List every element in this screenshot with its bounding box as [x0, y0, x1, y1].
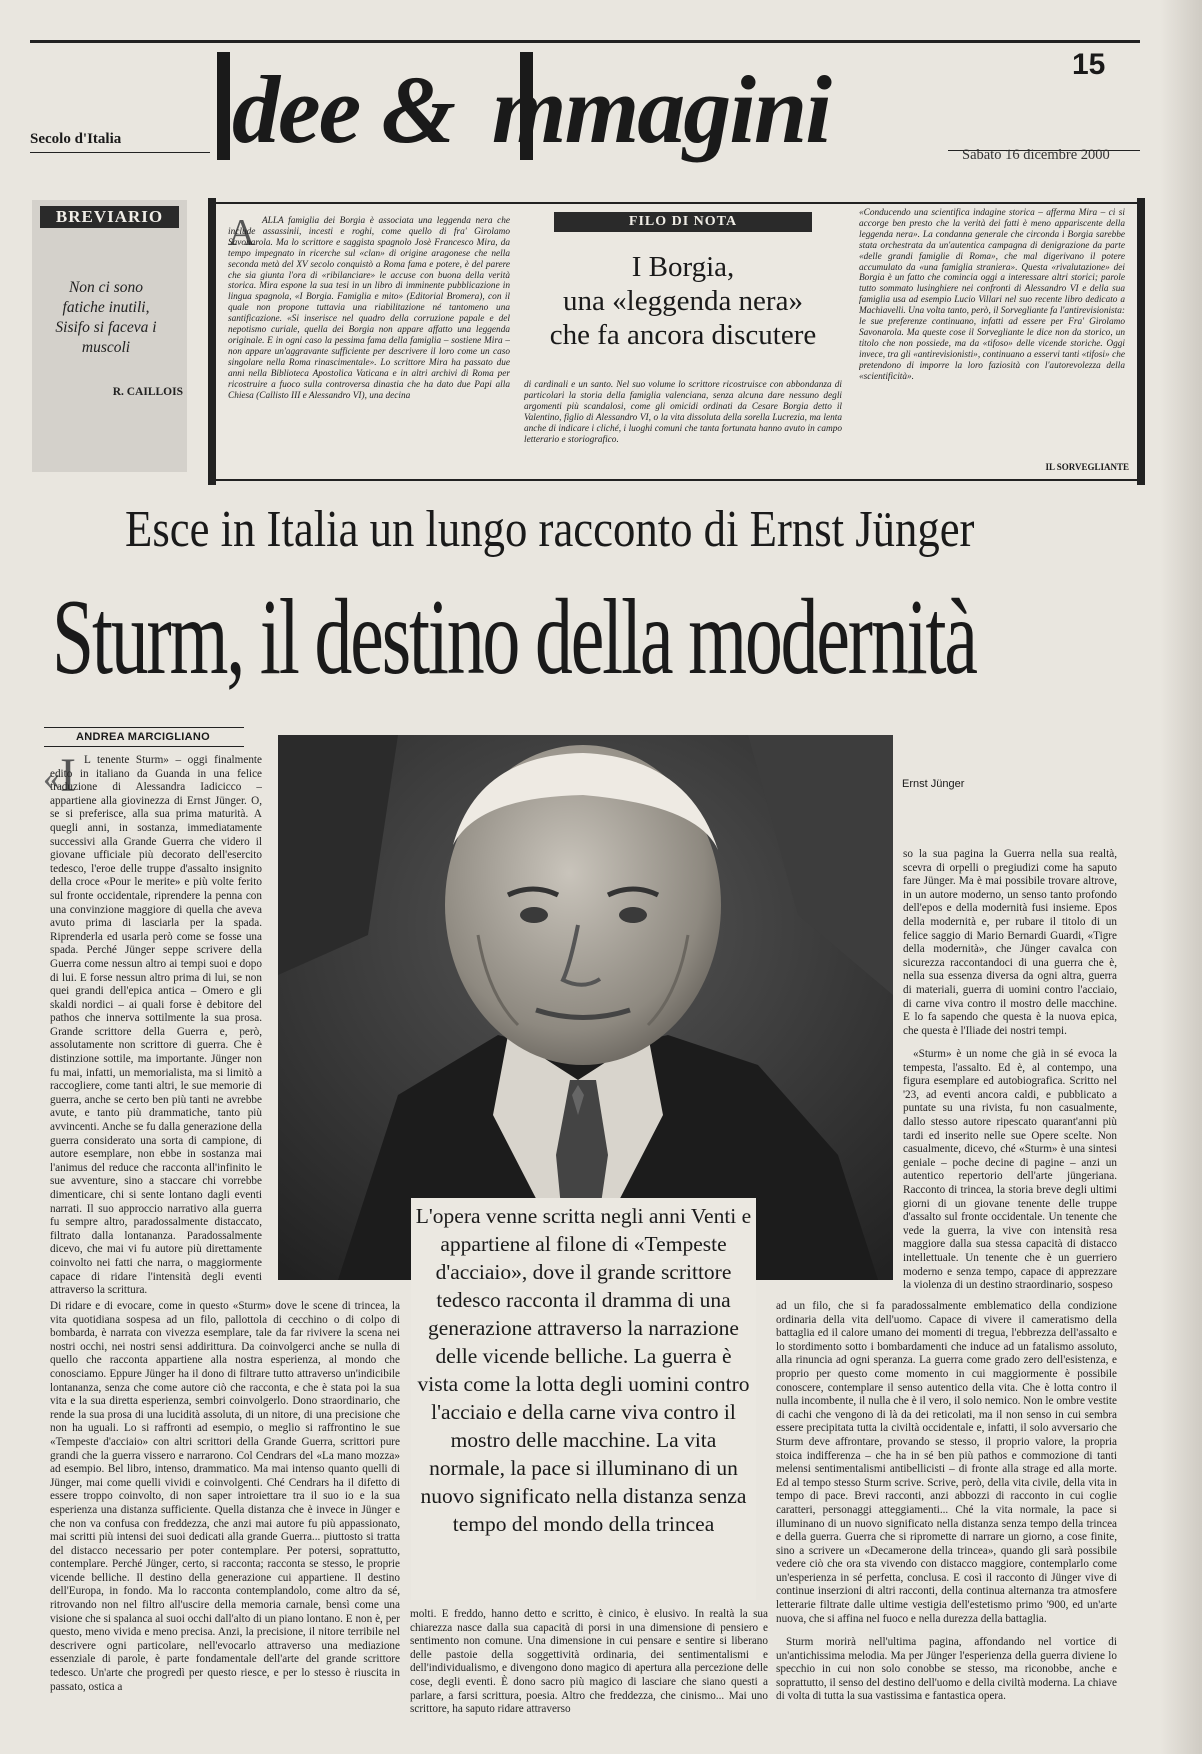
- article-column-left-bottom: Di ridare e di evocare, come in questo «Sturm» dove le scene di trincea, la vita quotidiana sospesa ad un filo, pallottola di cecchino o di colpo di bombarda, è narrata con vivezza esemplare, tale da far rivivere la scena nei nostri occhi, nei nostri sensi addirittura. Da coinvolgerci anche se nulla di quello che racconta appartiene alla nostra esperienza, al mondo che conosciamo. Eppure Jünger ha il dono di filtrare tutto attraverso un'indicibile lontananza, senza che come autore ciò che racconta, e che è stata poi la sua vita e la sua diretta esperienza, sembri coinvolgerlo. Dono straordinario, che rende la sua prosa di una lucidità assoluta, di un nitore, di una precisione che non ha uguali. Lo si raffronti ad esempio, o meglio si raffrontino le sue «Tempeste d'acciaio» con altri scrittori della Grande Guerra, scrittori pure grandi che la guerra vissero e narrarono. Col Cendrars del «La mano mozza» ad esempio. Bel libro, intenso, drammatico. Ma mai intenso quanto quelli di Jünger, mai come quelli vividi e coinvolgenti. Ché Cendrars ha il difetto di essere troppo coinvolto, di non saper introiettare tra il suo io e la sua esperienza una distanza sufficiente. Quella distanza che è invece in Jünger e che non va confusa con freddezza, che anzi mai autore fu più appassionato, mai scritti più intensi dei suoi dedicati alla grande Guerra... piuttosto si tratta del distacco necessario per poter contemplare. Per potersi, soprattutto, contemplare. Perché Jünger, certo, si racconta; racconta se stesso, le proprie vicende belliche. Il destino della generazione cui appartiene. Il destino dell'Europa, in fondo. Ma lo racconta contemplandolo, come altro da sé, ritrovando non nel filtro all'uscire della memoria carnale, bensì come una visione che si spalanca al suoi occhi dall'alto di un piano lontano. E non è, per questo, meno vivida e meno precisa. Anzi, la precisione, il nitore terribile nel descrivere ogni particolare, nell'evocarlo attraverso una mediazione essenziale di parole, è parte fondamentale dell'arte del grande scrittore tedesco. Un'arte che progredì per questo riesce, e per lo stesso è riuscita in passato, ostica a: [50, 1300, 400, 1693]
- byline: ANDREA MARCIGLIANO: [76, 731, 210, 743]
- page-number: 15: [1072, 48, 1106, 81]
- filo-right-rule: [1137, 198, 1145, 485]
- filo-column-1: ALLA famiglia dei Borgia è associata una leggenda nera che include assassinii, incesti e roghi, come quello di fra' Girolamo Savonarola. Ma lo scrittore e saggista spagnolo Josè Francesco Mira, da tempo impegnato in ricerche sul «clan» di origine aragonese che nella seconda metà del XV secolo conquistò a Roma fama e potere, è del parere che sia giunta l'ora di «ribilanciare» le accuse con buona della verità storica. Mira espone la sua tesi in un libro di imminente pubblicazione in lingua spagnola, «I Borgia. Famiglia e mito» (Editorial Bromera), con il quale non propone tuttavia una riabilitazione né tantomeno una santificazione. «Si inserisce nel quadro della corruzione papale e del nepotismo curiale, quella dei Borgia non appare affatto una leggenda originale. E in ogni caso la pessima fama della famiglia – sostiene Mira – non appare un'aggravante sufficiente per descrivere il loro come un caso singolare nella Roma rinascimentale». Lo scrittore Mira ha passato due anni nella Biblioteca Apostolica Vaticana e in altri archivi di Roma per ricostruire a fuoco sulla controversa dinastia che ha dato due Papi alla Chiesa (Callisto III e Alessandro VI), una decina: [228, 216, 510, 401]
- open-quote-mark: «: [43, 760, 60, 797]
- article-column-right-p4: Sturm morirà nell'ultima pagina, affondando nel vortice di un'antichissima melodia. Ma per Jünger l'esperienza della guerra diviene lo specchio in cui non solo conobbe se stesso, ma riconobbe, anche e soprattutto, il senso del destino dell'uomo e della civiltà moderna. La chiave di volta di tutta la sua vastissima e fantastica opera.: [776, 1636, 1117, 1703]
- article-column-right-p1: so la sua pagina la Guerra nella sua realtà, scevra di orpelli o pregiudizi come ha saputo fare Jünger. Ma è mai possibile trovare altrove, in un autore moderno, un senso tanto profondo dell'epos e della modernità fusi insieme. Epos della modernità e, per rubare il titolo di un felice saggio di Mario Bernardi Guardi, «Tigre della modernità», che Jünger cavalca con sicurezza raccontandoci di una guerra che è, nella sua essenza diversa da ogni altra, guerra di materiali, guerra di uomini contro l'acciaio, di carne viva contro il mostro delle macchine. E lo fa sapendo che questa è la nuova epica, che questa è l'Iliade dei nostri tempi.: [903, 848, 1117, 1037]
- filo-headline: [514, 250, 852, 352]
- page-edge: [1160, 0, 1202, 1754]
- article-kicker: Esce in Italia un lungo racconto di Ernst Jünger: [125, 501, 975, 558]
- filo-column-3: «Conducendo una scientifica indagine storica – afferma Mira – ci si accorge ben presto che la verità dei fatti è meno appariscente della leggenda nera». La condanna generale che circonda i Borgia sarebbe stata orchestrata da un'autentica campagna di denigrazione da parte «delle grandi famiglie di Roma», che mal digerivano il potere accumulato da «una famiglia straniera». Questa «rivalutazione» dei Borgia è un fatto che comincia oggi a interessare altri storici; parole tutto sommato lusinghiere nei confronti di Alessandro VI e della sua famiglia usa ad esempio Lucio Villari nel suo recente libro dedicato a Machiavelli. Una volta tanto, però, il Sorvegliante fa l'antirevisionista: le sue preferenze continuano, infatti ad essere per Fra' Girolamo Savonarola. Ma queste cose il Sorvegliante le dice non da storico, un titolo che non possiede, ma da «tifoso» delle vicende storiche. Oggi invece, tra gli «antirevisionisti», continuano a esservi tanti «tifosi» che pretendono di imporre la loro faziosità con l'autorevolezza della «scientificità».: [859, 208, 1125, 382]
- filo-di-nota-box: [212, 202, 1141, 481]
- breviario-quote: Non ci sono fatiche inutili, Sisifo si faceva i muscoli: [55, 279, 157, 356]
- filo-headline-line-3: che fa ancora discutere: [549, 319, 817, 351]
- section-title: [232, 56, 830, 163]
- filo-signature: IL SORVEGLIANTE: [1045, 462, 1129, 472]
- filo-label: FILO DI NOTA: [554, 212, 812, 232]
- filo-dropcap: A: [228, 212, 256, 254]
- pull-quote-part-2: La guerra è vista come la lotta degli uomini contro l'acciaio e della carne viva contro il mostro delle macchine. La vita normale, la pace si illuminano di un nuovo significato nella distanza senza tempo del mondo della trincea: [417, 1344, 750, 1536]
- article-column-middle-bottom: molti. E freddo, hanno detto e scritto, è cinico, è elusivo. In realtà la sua chiarezza nasce dalla sua capacità di porsi in una dimensione di pensiero e sentimento non comune. Una dimensione in cui pensare e sentire si liberano delle pastoie della soggettività ordinaria, dei sentimentalismi e dell'individualismo, e divengono dono magico di apertura alla percezione delle cose, degli eventi. È dono sacro più magico di lasciare che siano questi a parlare, a farsi scrittura, poesia. Altro che freddezza, che cinismo... Mai uno scrittore, ha saputo ridare attraverso: [410, 1608, 768, 1716]
- article-headline: Sturm, il destino della modernità: [52, 578, 976, 697]
- filo-headline-line-2: una «leggenda nera»: [563, 285, 803, 317]
- filo-left-rule: [208, 198, 216, 485]
- article-dropcap: I: [60, 749, 76, 802]
- article-column-right-p3: ad un filo, che si fa paradossalmente emblematico della condizione ordinaria della vita dell'uomo. Capace di vivere il cameratismo della battaglia ed il calore umano dei momenti di tregua, l'ebbrezza dell'assalto e lo stordimento sotto i bombardamenti che induce ad un fatalismo assoluto, alla rinuncia ad ogni speranza. La guerra come grado zero dell'esistenza, e proprio per questo come momento in cui maggiormente è possibile conoscere, contemplare il senso autentico della vita. Che è lotta contro il nulla incombente, il nulla che è il vero, il solo nemico. Non le ombre vestite di cachi che vengono di là da dei reticolati, ma il non senso in cui sembra essere precipitata tutta la civiltà occidentale e, infatti, il solo avversario che Sturm deve affrontare, provando se stesso, il proprio valore, la propria stoica indifferenza – che ha in sé ben più pathos e commozione di tanti melensi sentimentalismi antibellicisti – di fronte alla strage ed alla morte. Ed al tempo stesso Sturm scrive. Scrive, però, della vita civile, della vita in tempo di pace. Brevi racconti, anzi abbozzi di racconto in cui coglie caratteri, personaggi atteggiamenti... Ché la vita normale, la pace si illuminano di un nuovo significato nella distanza senza tempo della trincea e della guerra. Guerra che si ripromette di narrare un giorno, a cose finite, sino a scrivere un «Decamerone della trincea», quando gli sarà possibile vedere ciò che ora sta vivendo con distacco maggiore, contemplarlo come un'esperienza in sé perfetta, conclusa. E così il racconto di Jünger vive di continue inserzioni di altri racconti, della continua alternanza tra atmosfere letterarie filtrate dalle ultime vestigia dell'estetismo primo '900, ed un'arte nuova, che si affina nel fuoco e nella durezza della battaglia.: [776, 1300, 1117, 1625]
- breviario-box: [32, 200, 187, 472]
- section-title-part-2: mmagini: [491, 56, 830, 163]
- byline-rule-top: [44, 727, 244, 728]
- filo-headline-line-1: I Borgia,: [631, 251, 735, 283]
- publication-name: Secolo d'Italia: [30, 131, 122, 147]
- filo-column-2: di cardinali e un santo. Nel suo volume lo scrittore ricostruisce con abbondanza di particolari la storia della famiglia valenciana, senza alcuna dare nessuno degli argomenti più scandalosi, come gli omicidi ordinati da Cesare Borgia detto il Valentino, figlio di Alessandro VI, o la vita dissoluta della sorella Lucrezia, ma lenta anche di indicare i cliché, i luoghi comuni che tanta fortunata hanno avuto in campo letterario e storiografico.: [524, 380, 842, 445]
- article-column-left-top: L tenente Sturm» – oggi finalmente edito in italiano da Guanda in una felice traduzione di Alessandra Iadicicco – appartiene alla giovinezza di Ernst Jünger. O, se si preferisce, alla sua prima maturità. A quegli anni, in sostanza, immediatamente successivi alla Grande Guerra che videro il giovane ufficiale più decorato dell'esercito tedesco, l'eroe delle truppe d'assalto insignito della croce «Pour le merite» e più volte ferito sul fronte occidentale, riprendere la penna con una convinzione maggiore di quella che aveva avuto prima di lasciarla per la spada. Riprenderla ed usarla però come se fosse una spada. Perché Jünger seppe scrivere della Guerra come nessun altro ai tempi suoi e dopo di lui. E forse nessun altro prima di lui, se non quei grandi dell'epica antica – Omero e gli skaldi nordici – ai quali forse è debitore del pathos che innerva sottilmente la sua prosa. Grande scrittore della Guerra e, però, assolutamente non scrittore di guerra. Che è distinzione sottile, ma importante. Jünger non fu mai, infatti, un memorialista, ma si limitò a raccogliere, come tanti altri, le sue memorie di guerra, anche se certo ben più tanti ne avrebbe avute, e tanto più drammatiche, tanto più avvincenti. Anche se fu dalla generazione della guerra considerato una sorta di campione, di autore esemplare, non ebbe in sostanza mai l'animus del reduce che racconta all'infinito le sue avventure, sino a staccare chi vorrebbe dimenticare, chi si sente lontano dagli eventi narrati. Il suo approccio narrativo alla guerra fu sempre altro, paradossalmente distaccato, filtrato dalla lontananza. Paradossalmente dicevo, che mai vi fu autore più direttamente coinvolto nei fatti che narra, o maggiormente capace di ridare l'intensità degli eventi attraverso la scrittura.: [50, 754, 262, 1297]
- pull-quote-box: [411, 1198, 756, 1600]
- section-title-marker-1: [217, 52, 230, 160]
- photo-caption: Ernst Jünger: [902, 778, 965, 790]
- breviario-label: BREVIARIO: [40, 206, 179, 228]
- pull-quote-part-1: L'opera venne scritta negli anni Venti e appartiene al filone di «Tempeste d'acciaio», dove il grande scrittore tedesco racconta il dramma di una generazione attraverso la narrazione delle vicende belliche.: [415, 1204, 752, 1368]
- section-title-part-1: dee &: [232, 56, 476, 163]
- byline-rule-bottom: [44, 746, 244, 747]
- issue-date: Sabato 16 dicembre 2000: [962, 147, 1110, 163]
- breviario-author: R. CAILLOIS: [112, 386, 183, 398]
- header-top-rule: [30, 40, 1140, 43]
- article-column-right-p2: «Sturm» è un nome che già in sé evoca la tempesta, l'assalto. Ed è, al contempo, una figura esemplare ed autobiografica. Scritto nel '23, ad eventi ancora caldi, e pubblicato a puntate su una rivista, fu non casualmente, dallo stesso autore ripescato quarant'anni più tardi ed inserito nelle sue Opere scelte. Non casualmente, dicevo, ché «Sturm» è una sintesi geniale – poche decine di pagine – anzi un autentico repertorio dell'arte jüngeriana. Racconto di trincea, la storia breve degli ultimi giorni di un giovane tenente delle truppe d'assalto sul fronte occidentale. Un tenente che vede la guerra, la vive con intensità resa maggiore dalla sua stessa capacità di distacco intellettuale. Un tenente che è un guerriero moderno e senza tempo, capace di apprezzare la violenza di un destino straordinario, sospeso: [903, 1048, 1117, 1292]
- pull-quote: [415, 1202, 752, 1538]
- header-left-rule: [30, 152, 210, 153]
